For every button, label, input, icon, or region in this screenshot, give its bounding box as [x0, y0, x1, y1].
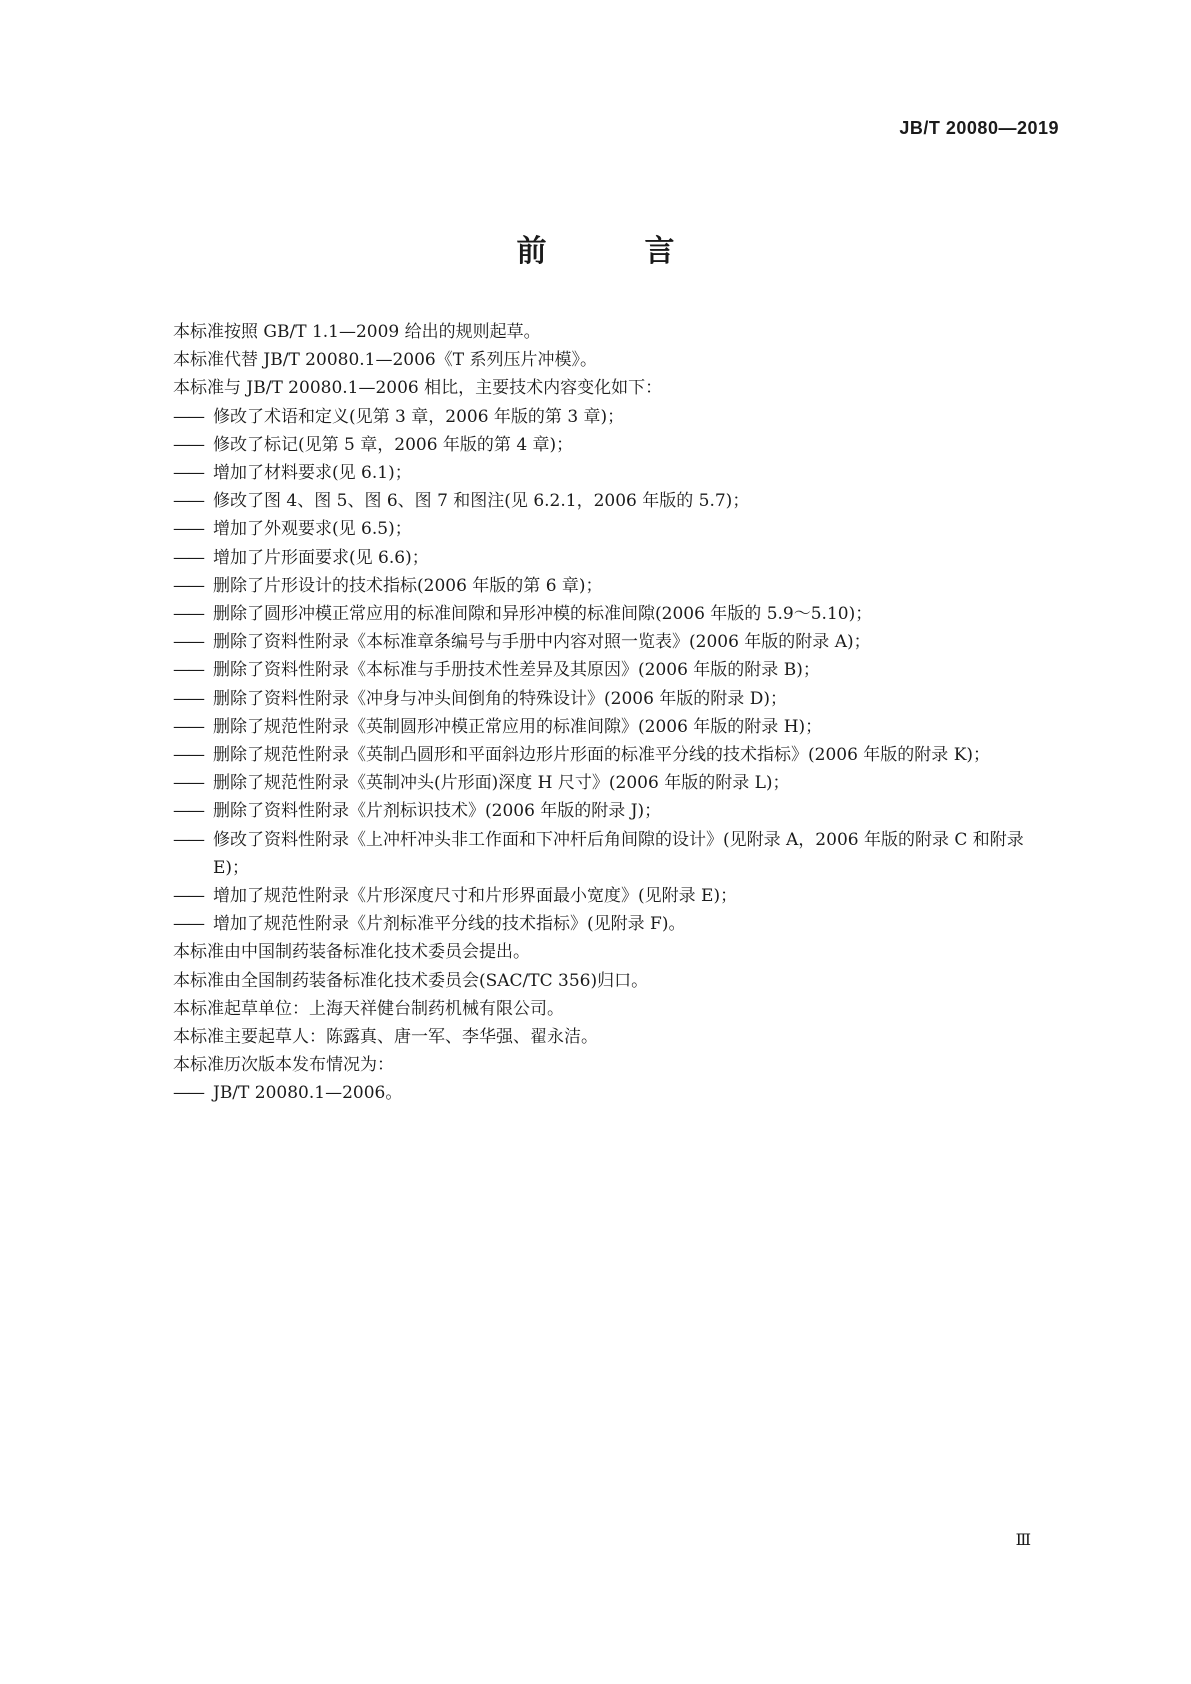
list-item: —— 修改了标记(见第 5 章，2006 年版的第 4 章)；: [173, 434, 574, 455]
list-item: —— 删除了片形设计的技术指标(2006 年版的第 6 章)；: [173, 575, 603, 596]
paragraph-drafting-unit: 本标准起草单位：上海天祥健台制药机械有限公司。: [173, 998, 564, 1019]
list-item: —— 增加了片形面要求(见 6.6)；: [173, 547, 429, 568]
paragraph-history-intro: 本标准历次版本发布情况为：: [173, 1055, 394, 1076]
paragraph-replaces: 本标准代替 JB/T 20080.1—2006《T 系列压片冲模》。: [173, 350, 597, 371]
list-item: —— 删除了规范性附录《英制圆形冲模正常应用的标准间隙》(2006 年版的附录 H)；: [173, 716, 823, 737]
list-item: —— 删除了资料性附录《本标准与手册技术性差异及其原因》(2006 年版的附录 B)；: [173, 660, 820, 681]
list-item: —— 修改了术语和定义(见第 3 章，2006 年版的第 3 章)；: [173, 406, 625, 427]
list-item: —— 增加了规范性附录《片剂标准平分线的技术指标》(见附录 F)。: [173, 914, 686, 935]
page-title: 前 言: [516, 234, 709, 269]
paragraph-managed-by: 本标准由全国制药装备标准化技术委员会(SAC/TC 356)归口。: [173, 970, 649, 991]
paragraph-proposed-by: 本标准由中国制药装备标准化技术委员会提出。: [173, 942, 530, 963]
list-item: —— 修改了资料性附录《上冲杆冲头非工作面和下冲杆后角间隙的设计》(见附录 A，2006 年版的附录 C 和附录 E)；: [173, 829, 1024, 878]
list-item: —— 删除了规范性附录《英制冲头(片形面)深度 H 尺寸》(2006 年版的附录 L)；: [173, 773, 790, 794]
foreword-body: [173, 318, 1053, 1108]
list-item: —— 删除了资料性附录《冲身与冲头间倒角的特殊设计》(2006 年版的附录 D)；: [173, 688, 787, 709]
paragraph-drafters: 本标准主要起草人：陈露真、唐一军、李华强、翟永洁。: [173, 1027, 598, 1048]
list-item: —— 删除了资料性附录《本标准章条编号与手册中内容对照一览表》(2006 年版的附录 A)；: [173, 632, 871, 653]
paragraph-drafting-rules: 本标准按照 GB/T 1.1—2009 给出的规则起草。: [173, 322, 541, 342]
list-item: —— 修改了图 4、图 5、图 6、图 7 和图注(见 6.2.1，2006 年版的 5.7)；: [173, 491, 750, 512]
standard-code: JB/T 20080—2019: [899, 118, 1059, 138]
list-item: —— 删除了资料性附录《片剂标识技术》(2006 年版的附录 J)；: [173, 801, 662, 822]
list-item: —— 删除了圆形冲模正常应用的标准间隙和异形冲模的标准间隙(2006 年版的 5.9～5.10)；: [173, 604, 873, 625]
list-item: —— 增加了外观要求(见 6.5)；: [173, 519, 412, 540]
list-item: —— 增加了材料要求(见 6.1)；: [173, 463, 412, 484]
paragraph-changes-intro: 本标准与 JB/T 20080.1—2006 相比，主要技术内容变化如下：: [173, 378, 663, 399]
changes-list: [173, 403, 1053, 939]
page-number: Ⅲ: [1015, 1530, 1031, 1549]
list-item: —— 增加了规范性附录《片形深度尺寸和片形界面最小宽度》(见附录 E)；: [173, 886, 738, 907]
history-list-item: —— JB/T 20080.1—2006。: [173, 1083, 403, 1104]
list-item: —— 删除了规范性附录《英制凸圆形和平面斜边形片形面的标准平分线的技术指标》(2006 年版的附录 K)；: [173, 745, 991, 766]
